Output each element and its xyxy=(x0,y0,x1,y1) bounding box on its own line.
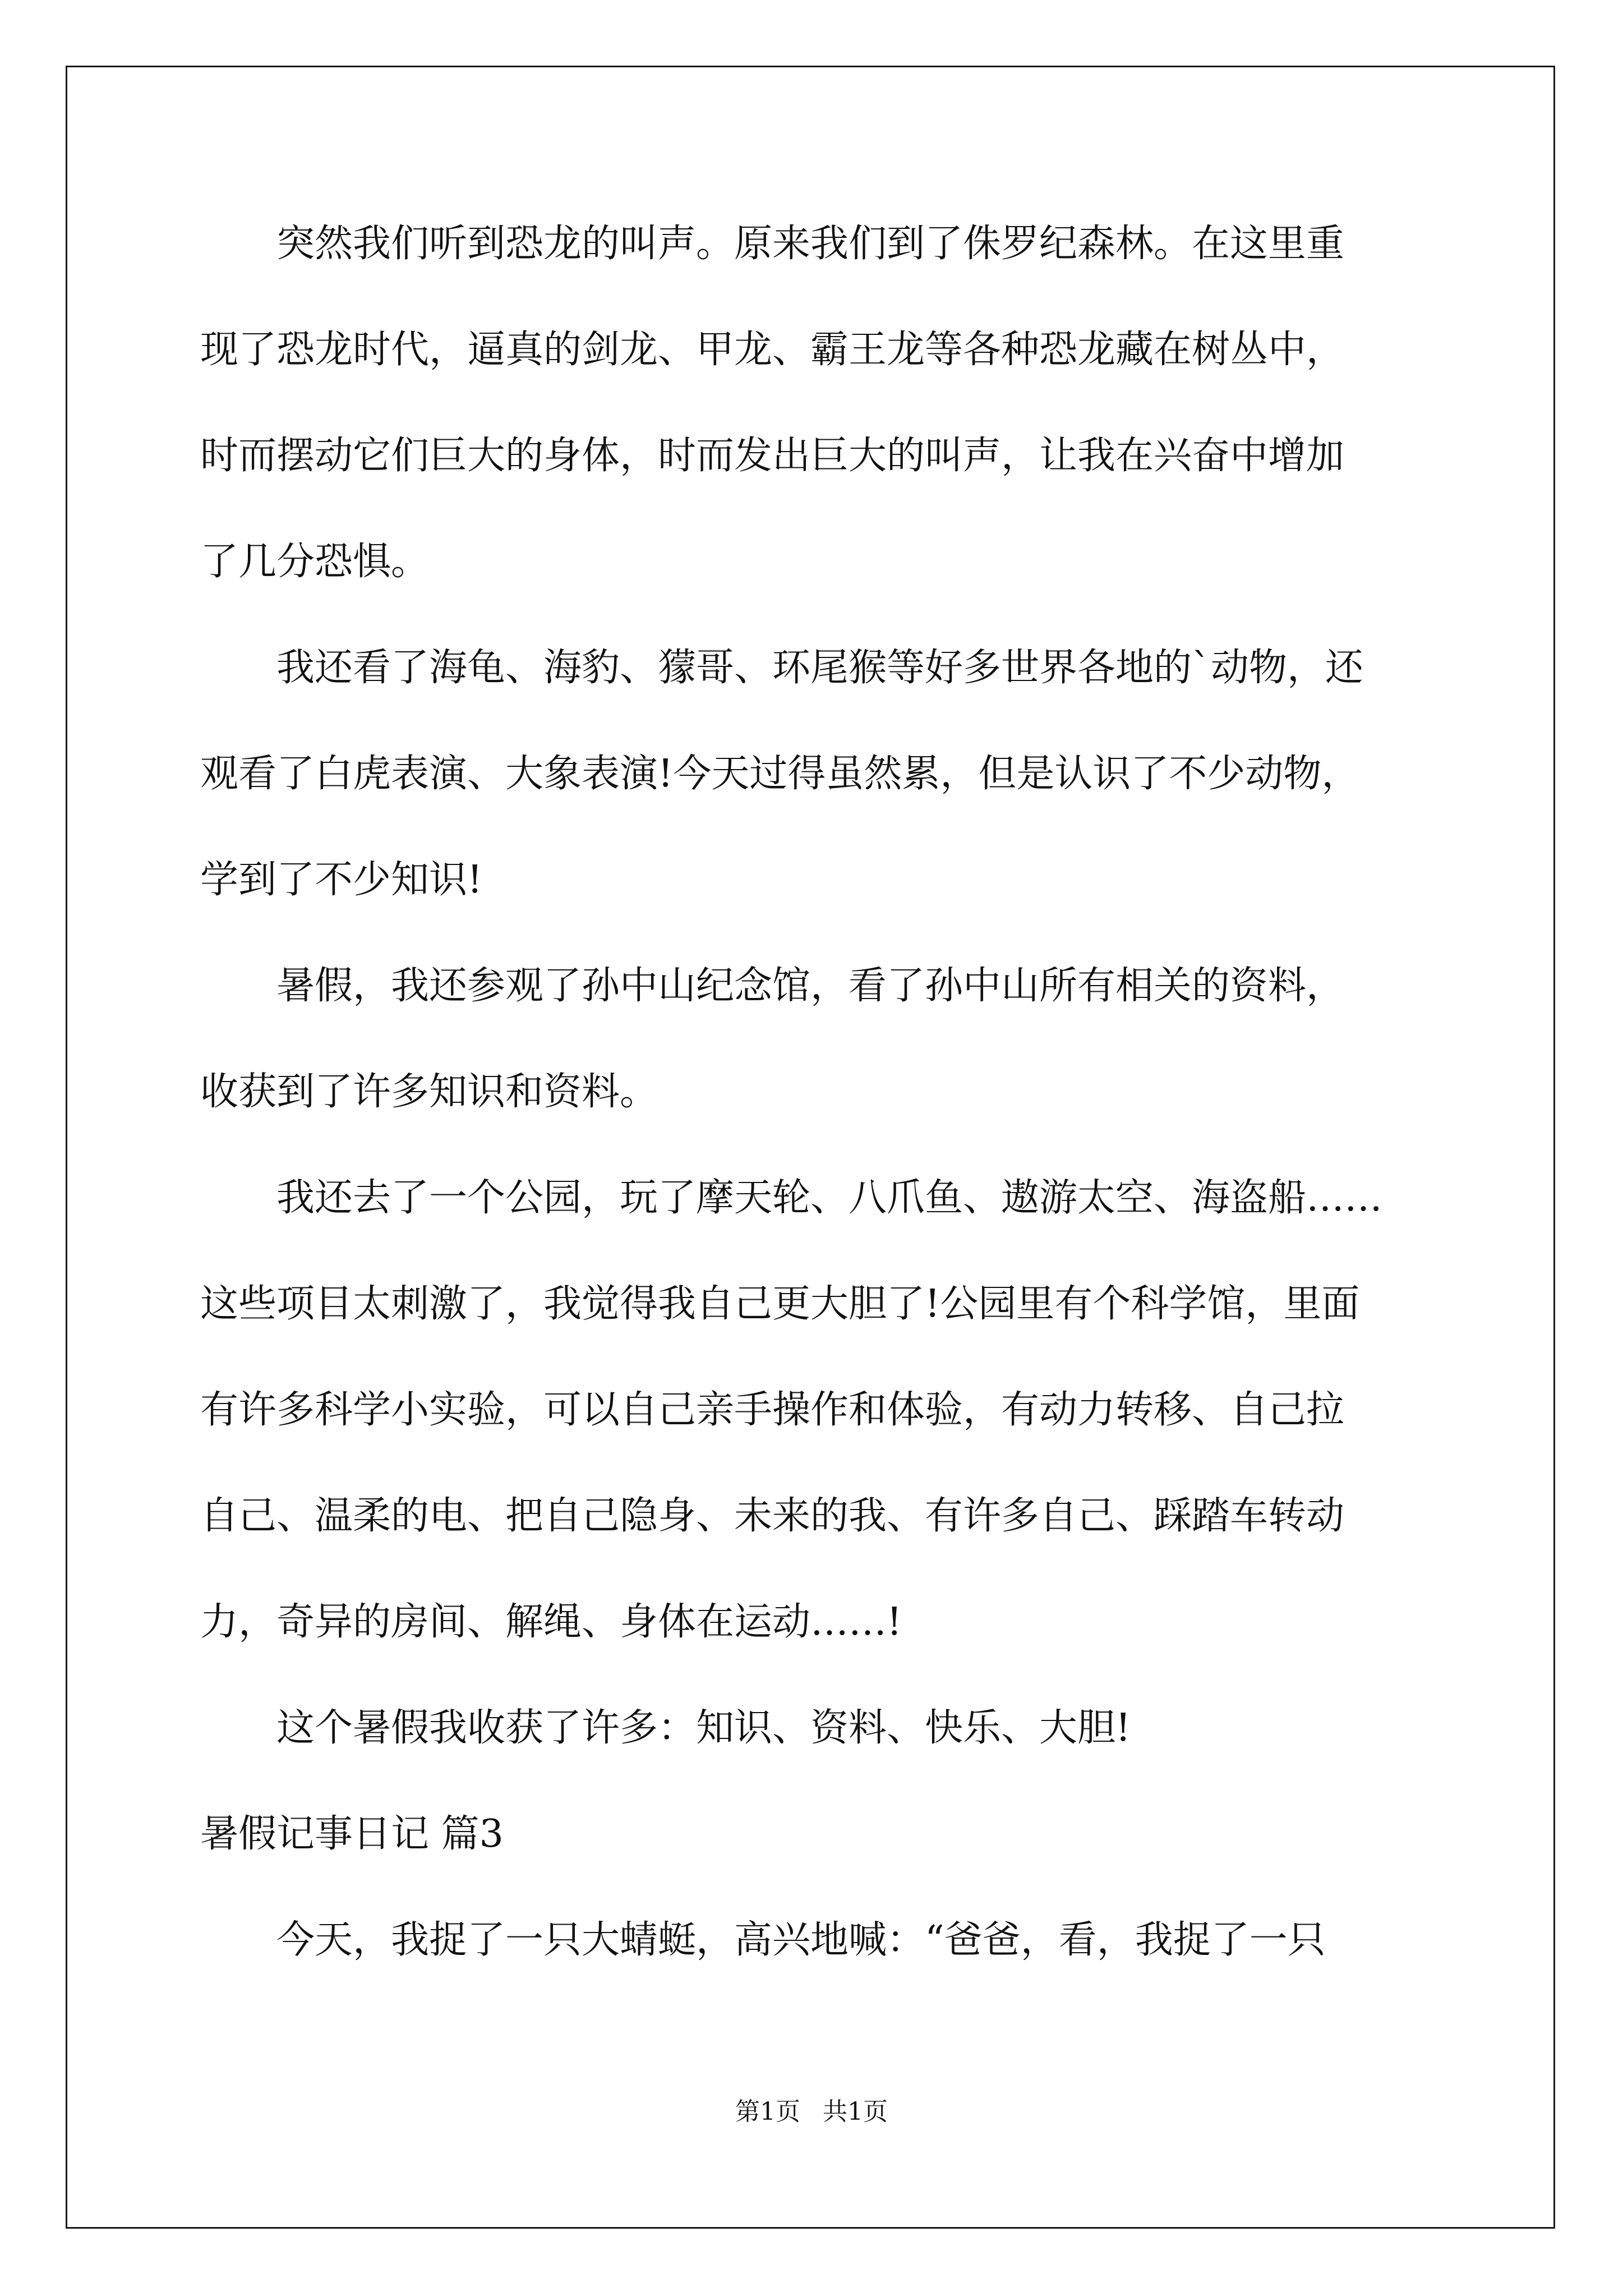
text-line: 暑假，我还参观了孙中山纪念馆，看了孙中山所有相关的资料， xyxy=(200,964,1345,1008)
text-line: 我还看了海龟、海豹、獴哥、环尾猴等好多世界各地的`动物，还 xyxy=(200,646,1364,690)
text-line: 这个暑假我收获了许多：知识、资料、快乐、大胆! xyxy=(200,1706,1131,1750)
text-line: 力，奇异的房间、解绳、身体在运动……! xyxy=(200,1600,902,1644)
page-border xyxy=(66,66,1555,2229)
text-line: 我还去了一个公园，玩了摩天轮、八爪鱼、遨游太空、海盗船…… xyxy=(200,1176,1383,1220)
text-line: 收获到了许多知识和资料。 xyxy=(200,1070,658,1114)
text-line: 学到了不少知识! xyxy=(200,858,483,902)
page-number: 第1页 xyxy=(735,2097,800,2126)
text-line: 时而摆动它们巨大的身体，时而发出巨大的叫声，让我在兴奋中增加 xyxy=(200,434,1345,478)
text-line: 今天，我捉了一只大蜻蜓，高兴地喊：“爸爸，看，我捉了一只 xyxy=(200,1918,1326,1962)
text-line: 现了恐龙时代，逼真的剑龙、甲龙、霸王龙等各种恐龙藏在树丛中， xyxy=(200,328,1345,372)
page-footer xyxy=(0,2095,1623,2129)
text-line: 观看了白虎表演、大象表演!今天过得虽然累，但是认识了不少动物， xyxy=(200,752,1360,796)
text-line: 了几分恐惧。 xyxy=(200,540,430,584)
section-heading: 暑假记事日记 篇3 xyxy=(200,1812,504,1856)
text-line: 这些项目太刺激了，我觉得我自己更大胆了!公园里有个科学馆，里面 xyxy=(200,1282,1360,1326)
text-line: 自己、温柔的电、把自己隐身、未来的我、有许多自己、踩踏车转动 xyxy=(200,1494,1345,1538)
page-total: 共1页 xyxy=(823,2097,888,2126)
text-line: 突然我们听到恐龙的叫声。原来我们到了侏罗纪森林。在这里重 xyxy=(200,222,1345,266)
text-line: 有许多科学小实验，可以自己亲手操作和体验，有动力转移、自己拉 xyxy=(200,1388,1345,1432)
